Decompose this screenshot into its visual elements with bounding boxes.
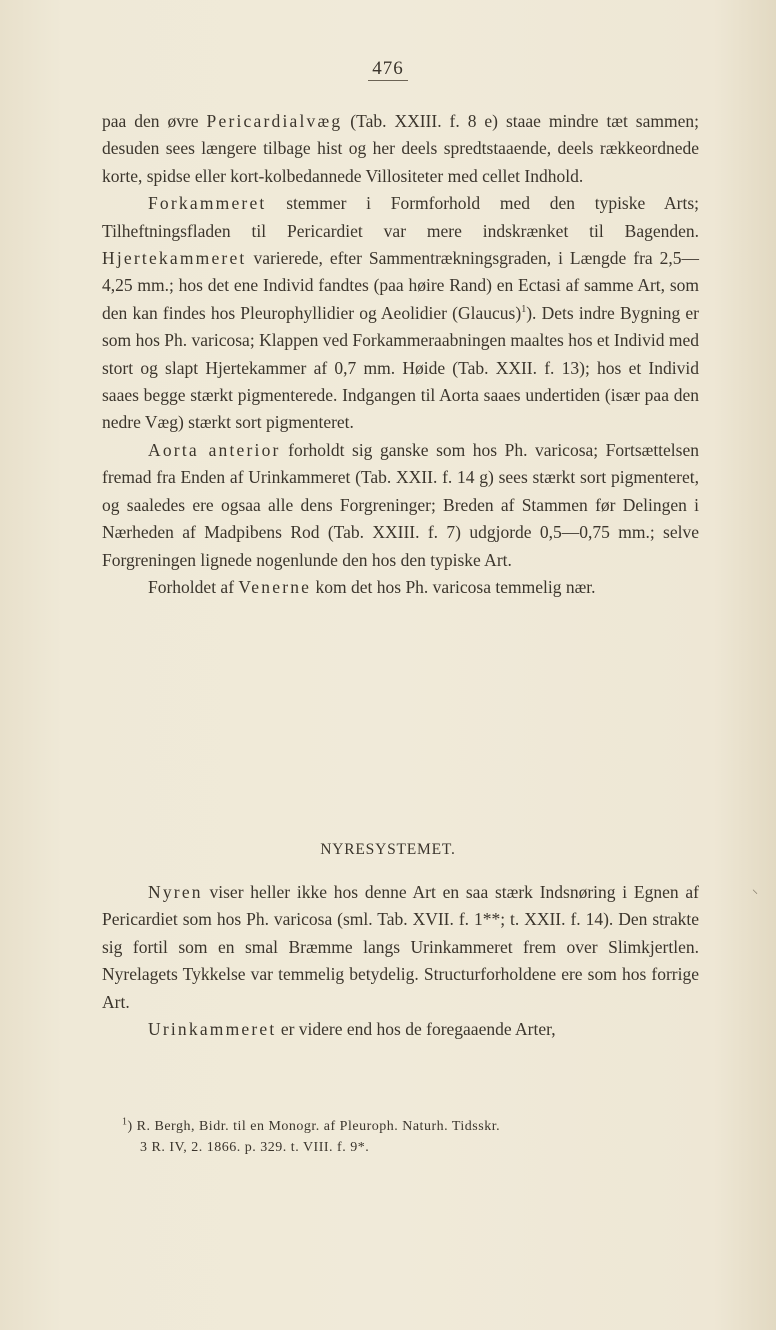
text-run: ). Dets indre Bygning er som hos Ph. varicosa; Klappen ved Forkammeraabningen maaltes hos et Individ med stort og slapt Hjertekammer af 0,7 mm. Høide (Tab. XXII. f. 13); hos et Individ saaes begge stærkt pigmenterede. Indgangen til Aorta saaes undertiden (især paa den nedre Væg) stærkt sort pigmenteret. — [102, 302, 699, 433]
paragraph-pericardium — [102, 108, 699, 190]
footnote — [122, 1116, 704, 1158]
footnote-line-1: R. Bergh, Bidr. til en Monogr. af Pleuroph. Naturh. Tidsskr. — [136, 1119, 501, 1134]
footnote-marker: 1 — [122, 1116, 128, 1128]
page-number-text: 476 — [368, 58, 408, 81]
paragraph-venerne — [102, 574, 699, 601]
text-run: forholdt sig ganske som hos Ph. varicosa; Fortsættelsen fremad fra Enden af Urinkammeret (Tab. XXII. f. 14 g) sees stærkt sort pigmenteret, og saaledes ere ogsaa alle dens Forgreninger; Breden af Stammen før Delingen i Nærheden af Madpibens Rod (Tab. XXIII. f. 7) udgjorde 0,5—0,75 mm.; selve Forgreningen lignede nogenlunde den hos den typiske Art. — [102, 439, 699, 570]
footnote-line-2: 3 R. IV, 2. 1866. p. 329. t. VIII. f. 9*. — [140, 1140, 370, 1155]
text-run: viser heller ikke hos denne Art en saa stærk Indsnøring i Egnen af Pericardiet som hos Ph. varicosa (sml. Tab. XVII. f. 1**; t. XXII. f. 14). Den strakte sig fortil som en smal Bræmme langs Urinkammeret frem over Slimkjertlen. Nyrelagets Tykkelse var temmelig betydelig. Structurforholdene ere som hos forrige Art. — [102, 882, 699, 1012]
section-heading: NYRESYSTEMET. — [320, 841, 456, 858]
spaced-term-urinkammeret: Urinkammeret — [148, 1019, 277, 1040]
footnote-paren: ) — [127, 1119, 137, 1134]
text-run: er videre end hos de foregaaende Arter, — [276, 1019, 556, 1040]
text-run: stemmer i Formforhold med den typiske Arts; Tilheftningsfladen til Pericardiet var mere indskrænket til Bagenden. — [102, 193, 699, 241]
spaced-term-pericardialvaeg: Pericardialvæg — [206, 111, 343, 131]
text-run: Forholdet af — [148, 576, 239, 597]
footnote-reference: 1 — [521, 304, 527, 316]
margin-mark: ⸜ — [752, 882, 759, 896]
paragraph-nyren — [102, 879, 699, 1016]
text-run: (Tab. XXIII. f. 8 e) staae mindre tæt sammen; desuden sees længere tilbage hist og her deels spredtstaaende, deels rækkeordnede korte, spidse eller kort-kolbedannede Villositeter med cellet Indhold. — [102, 111, 699, 186]
text-run: paa den øvre — [102, 111, 207, 131]
spaced-term-nyren: Nyren — [148, 882, 203, 902]
text-run: varierede, efter Sammentrækningsgraden, i Længde fra 2,5—4,25 mm.; hos det ene Individ fandtes (paa høire Rand) en Ectasi af samme Art, som den kan findes hos Pleurophyllidier og Aeolidier (Glaucus) — [102, 248, 699, 323]
spaced-term-venerne: Venerne — [238, 576, 312, 597]
main-text — [102, 108, 699, 601]
spaced-term-forkammeret: Forkammeret — [148, 193, 267, 214]
spaced-term-hjertekammeret: Hjertekammeret — [102, 248, 247, 269]
paragraph-aorta — [102, 437, 699, 574]
paragraph-urinkammeret — [102, 1016, 699, 1043]
section-text — [102, 879, 699, 1043]
paragraph-forkammeret — [102, 190, 699, 437]
spaced-term-aorta-anterior: Aorta anterior — [148, 439, 281, 460]
page-number — [0, 58, 776, 80]
text-run: kom det hos Ph. varicosa temmelig nær. — [311, 576, 596, 597]
